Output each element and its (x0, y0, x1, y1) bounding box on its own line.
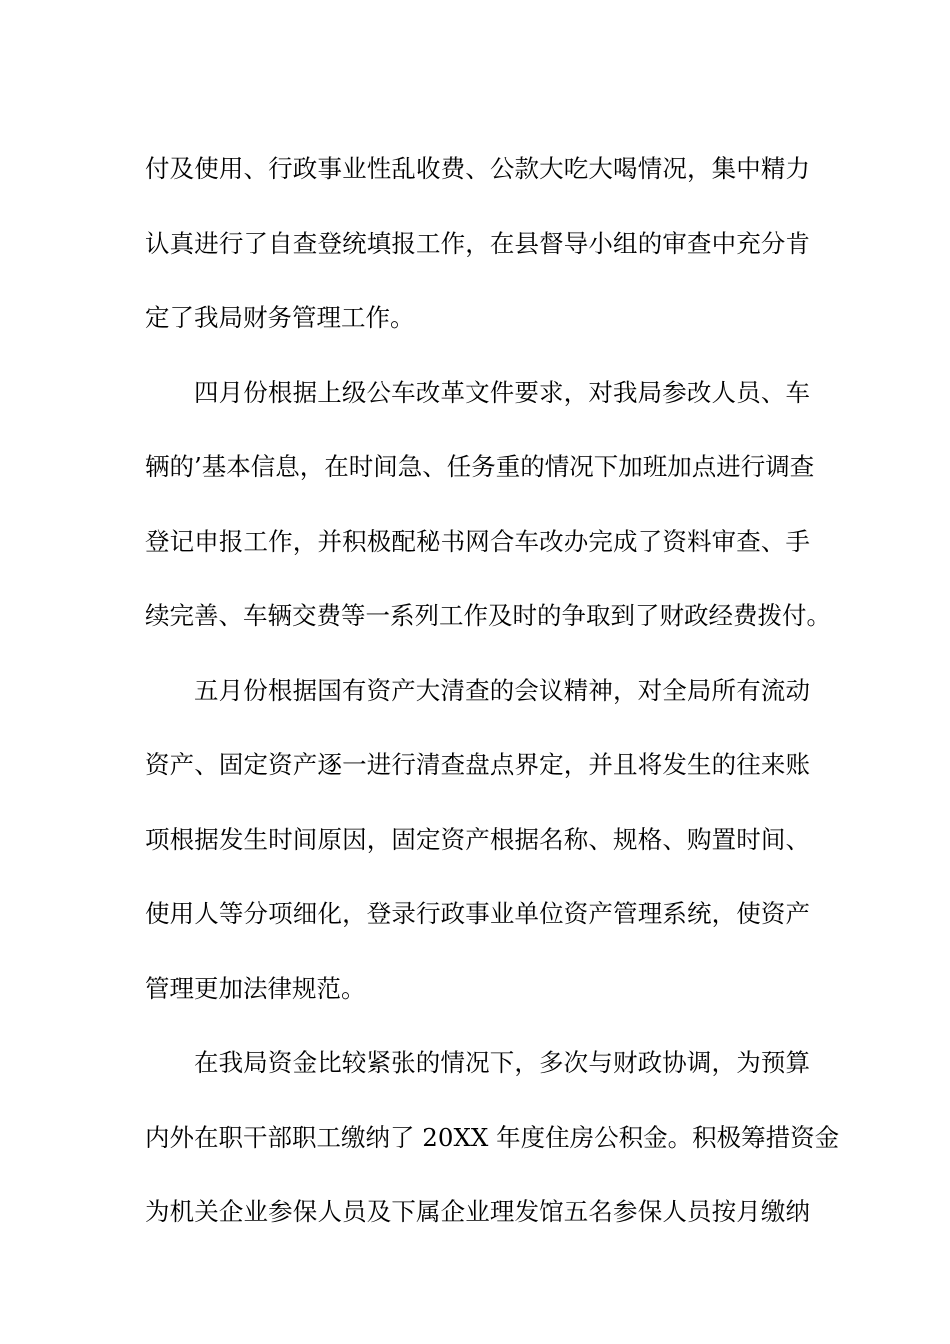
text-line: 认真进行了自查登统填报工作，在县督导小组的审查中充分肯 (145, 228, 810, 258)
paragraph-first-line: 五月份根据国有资产大清查的会议精神，对全局所有流动 (194, 675, 810, 705)
text-line: 付及使用、行政事业性乱收费、公款大吃大喝情况，集中精力 (145, 154, 810, 183)
text-line: 项根据发生时间原因，固定资产根据名称、规格、购置时间、 (145, 824, 810, 854)
text-line: 为机关企业参保人员及下属企业理发馆五名参保人员按月缴纳 (145, 1197, 810, 1226)
text-line: 登记申报工作，并积极配秘书网合车改办完成了资料审查、手 (145, 526, 810, 556)
paragraph-first-line: 四月份根据上级公车改革文件要求，对我局参改人员、车 (194, 377, 810, 407)
text-line: 资产、固定资产逐一进行清查盘点界定，并且将发生的往来账 (145, 750, 810, 779)
text-line: 内外在职干部职工缴纳了 20XX 年度住房公积金。积极筹措资金 (145, 1122, 840, 1152)
document-body (145, 132, 840, 1250)
text-line: 使用人等分项细化，登录行政事业单位资产管理系统，使资产 (145, 899, 810, 928)
text-line: 定了我局财务管理工作。 (145, 303, 415, 332)
text-line: 辆的’基本信息，在时间急、任务重的情况下加班加点进行调查 (145, 452, 815, 481)
text-line: 续完善、车辆交费等一系列工作及时的争取到了财政经费拨付。 (145, 601, 831, 630)
paragraph-first-line: 在我局资金比较紧张的情况下，多次与财政协调，为预算 (194, 1048, 810, 1077)
text-line: 管理更加法律规范。 (145, 973, 366, 1003)
